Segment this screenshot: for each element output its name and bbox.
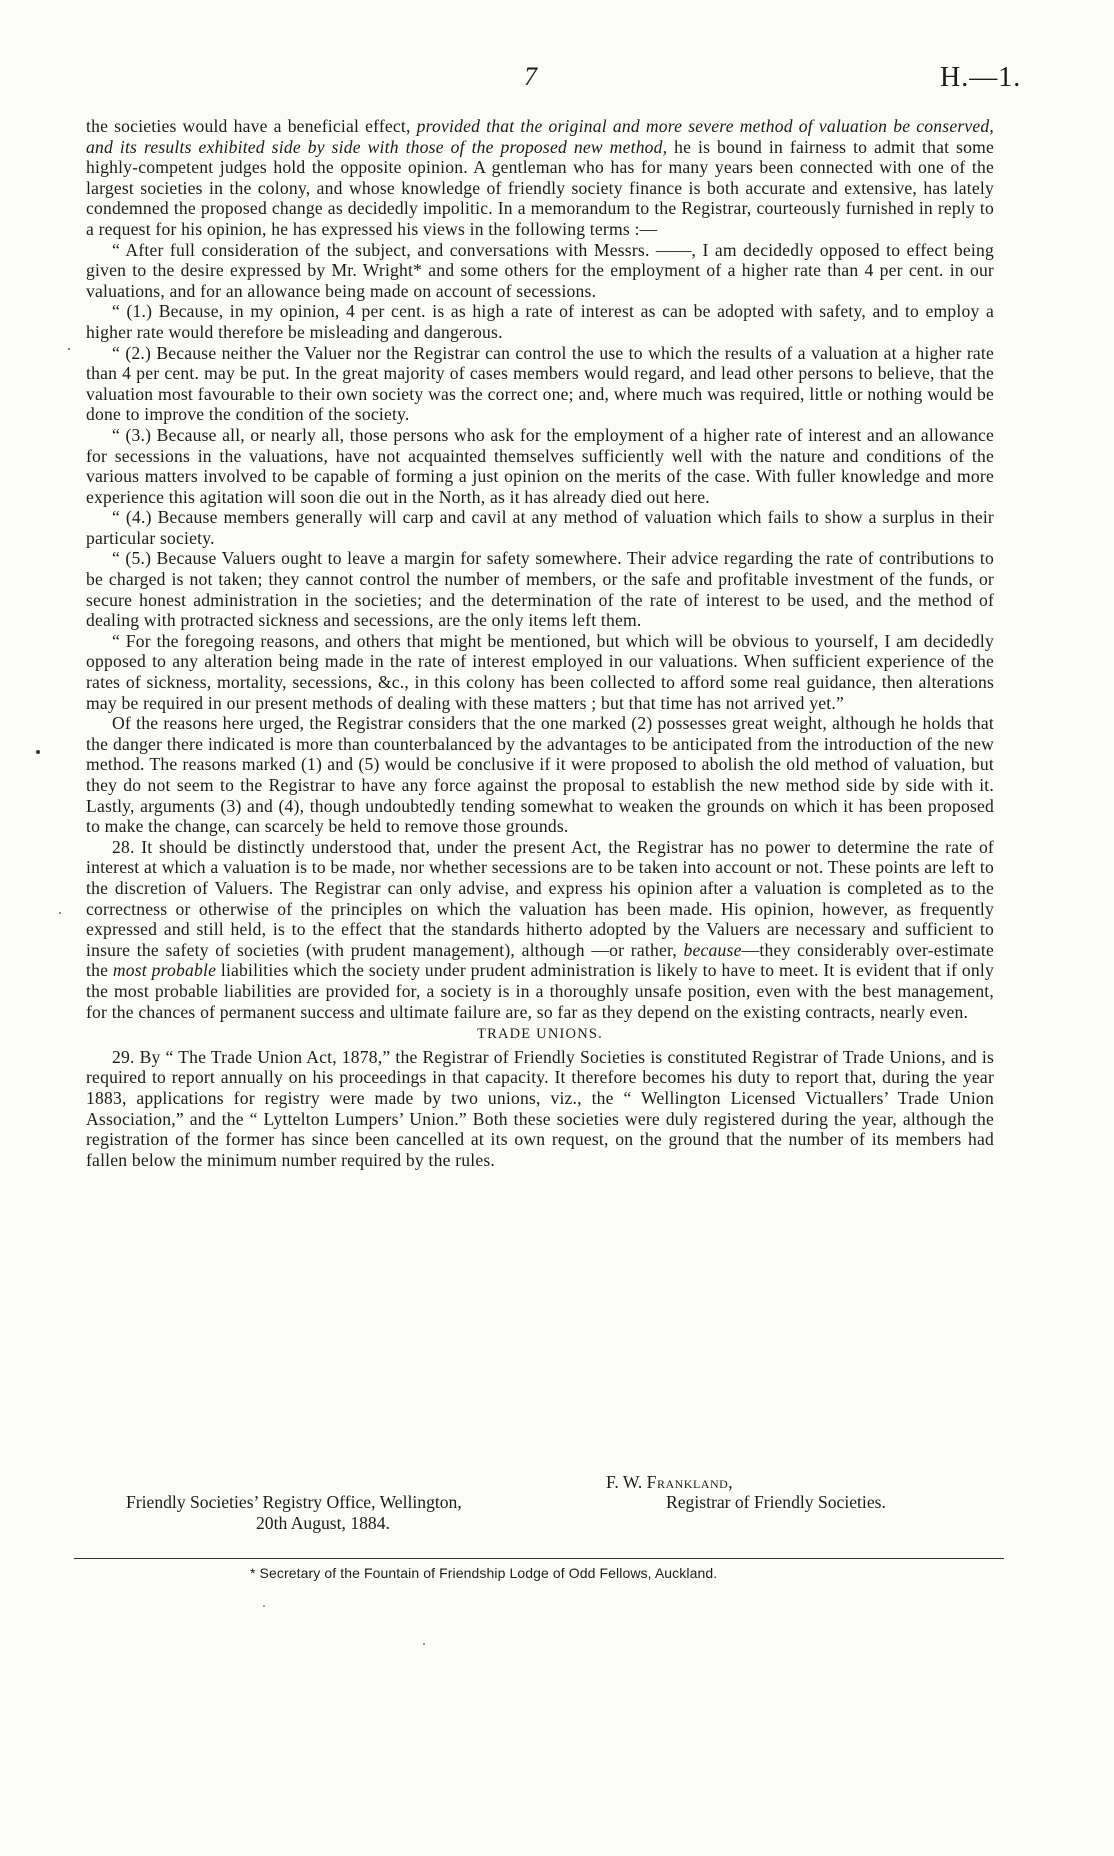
paragraph [86, 548, 994, 630]
body-text [86, 116, 994, 1170]
page-number: 7 [524, 62, 537, 91]
text-run: —they considerably over-estimate the [86, 939, 994, 981]
footnote-rule [74, 1558, 1004, 1559]
report-date: 20th August, 1884. [256, 1513, 390, 1533]
text-run: “ (5.) Because Valuers ought to leave a margin for safety somewhere. Their advice regarding the rate of contributions to be charged is not taken; they cannot control the number of members, or the safe and profitable investment of the funds, or secure honest administration in the societies; and the determination of the rate of interest to be used, and the method of dealing with protracted sickness and secessions, are the only items left them. [86, 548, 994, 631]
italic-text: most probable [112, 960, 217, 981]
paragraph [86, 116, 994, 240]
office-address: Friendly Societies’ Registry Office, Wellington, [126, 1492, 462, 1512]
text-run: “ (2.) Because neither the Valuer nor the Registrar can control the use to which the results of a valuation at a higher rate than 4 per cent. may be put. In the great majority of cases members would regard, and lead other persons to believe, that the valuation most favourable to their own society was the correct one; and, where much was required, little or nothing would be done to improve the condition of the society. [86, 342, 994, 425]
text-run: the societies would have a beneficial effect, [86, 116, 417, 136]
signature-block [86, 1472, 994, 1542]
italic-text: because [683, 939, 742, 960]
text-run: 28. It should be distinctly understood that, under the present Act, the Registrar has no power to determine the rate of interest at which a valuation is to be made, nor whether secessions are to be taken into account or not. These points are left to the discretion of Valuers. The Registrar can only advise, and express his opinion after a valuation is completed as to the correctness or otherwise of the principles on which the valuation has been made. His opinion, however, as frequently expressed and still held, is to the effect that the standards hitherto adopted by the Valuers are necessary and sufficient to insure the safety of societies (with prudent management), although —or rather, [86, 836, 994, 960]
signatory-surname: Frankland, [646, 1472, 734, 1492]
signatory-initials: F. W. [606, 1472, 647, 1492]
footnote: * Secretary of the Fountain of Friendship Lodge of Odd Fellows, Auckland. [250, 1565, 718, 1581]
text-run: liabilities which the society under prudent administration is likely to have to meet. It is evident that if only the most probable liabilities are provided for, a society is in a thoroughly unsafe position, even with the best management, for the chances of permanent success and ultimate failure are, so far as they depend on the existing contracts, nearly even. [86, 960, 994, 1022]
paragraph [86, 1047, 994, 1171]
text-run: “ After full consideration of the subject, and conversations with Messrs. ——, I am decidedly opposed to effect being given to the desire expressed by Mr. Wright* and some others for the employment of a higher rate than 4 per cent. in our valuations, and for an allowance being made on account of secessions. [86, 239, 994, 301]
signatory-title: Registrar of Friendly Societies. [666, 1492, 886, 1512]
paragraph [86, 425, 994, 507]
text-run: “ (4.) Because members generally will carp and cavil at any method of valuation which fails to show a surplus in their particular society. [86, 507, 994, 548]
text-run: 29. By “ The Trade Union Act, 1878,” the Registrar of Friendly Societies is constituted Registrar of Trade Unions, and is required to report annually on his proceedings in that capacity. It therefore becomes his duty to report that, during the year 1883, applications for registry were made by two unions, viz., the “ Wellington Licensed Victuallers’ Trade Union Association,” and the “ Lyttelton Lumpers’ Union.” Both these societies were duly registered during the year, although the registration of the former has since been cancelled at its own request, on the ground that the number of its members had fallen below the minimum number required by the rules. [86, 1046, 994, 1170]
text-run: “ For the foregoing reasons, and others that might be mentioned, but which will be obvious to yourself, I am decidedly opposed to any alteration being made in the rate of interest employed in our valuations. When sufficient experience of the rates of sickness, mortality, secessions, &c., in this colony has been collected to afford some real guidance, then alterations may be required in our present methods of dealing with these matters ; but that time has not arrived yet.” [86, 630, 994, 713]
italic-text: provided that the original and more severe method of valuation be conserved, and its results exhibited side by side with those of the proposed new method, [86, 116, 994, 157]
text-run: Of the reasons here urged, the Registrar considers that the one marked (2) possesses great weight, although he holds that the danger there indicated is more than counterbalanced by the advantages to be anticipated from the introduction of the new method. The reasons marked (1) and (5) would be conclusive if it were proposed to abolish the old method of valuation, but they do not seem to the Registrar to have any force against the proposal to establish the new method side by side with it. Lastly, arguments (3) and (4), though undoubtedly tending somewhat to weaken the grounds on which it has been proposed to make the change, can scarcely be held to remove those grounds. [86, 713, 994, 837]
text-run: he is bound in fairness to admit that some highly-competent judges hold the opposite opinion. A gentleman who has for many years been connected with one of the largest societies in the colony, and whose knowledge of friendly society finance is both accurate and extensive, has lately condemned the proposed change as decidedly impolitic. In a memorandum to the Registrar, courteously furnished in reply to a request for his opinion, he has expressed his views in the following terms :— [86, 136, 994, 239]
paragraph [86, 713, 994, 837]
paragraph [86, 240, 994, 302]
paragraph [86, 837, 994, 1022]
text-run: “ (1.) Because, in my opinion, 4 per cent. is as high a rate of interest as can be adopted with safety, and to employ a higher rate would therefore be misleading and dangerous. [86, 301, 994, 342]
section-heading: TRADE UNIONS. [477, 1026, 603, 1043]
document-reference: H.—1. [940, 62, 1022, 93]
signatory-name [606, 1472, 733, 1493]
paragraph [86, 343, 994, 425]
paragraph [86, 507, 994, 548]
text-run: “ (3.) Because all, or nearly all, those persons who ask for the employment of a higher rate of interest and an allowance for secessions in the valuations, have not acquainted themselves sufficiently well with the nature and conditions of the various matters involved to be capable of forming a just opinion on the merits of the case. With fuller knowledge and more experience this agitation will soon die out in the North, as it has already died out here. [86, 424, 994, 507]
paragraph [86, 631, 994, 713]
paragraph [86, 301, 994, 342]
